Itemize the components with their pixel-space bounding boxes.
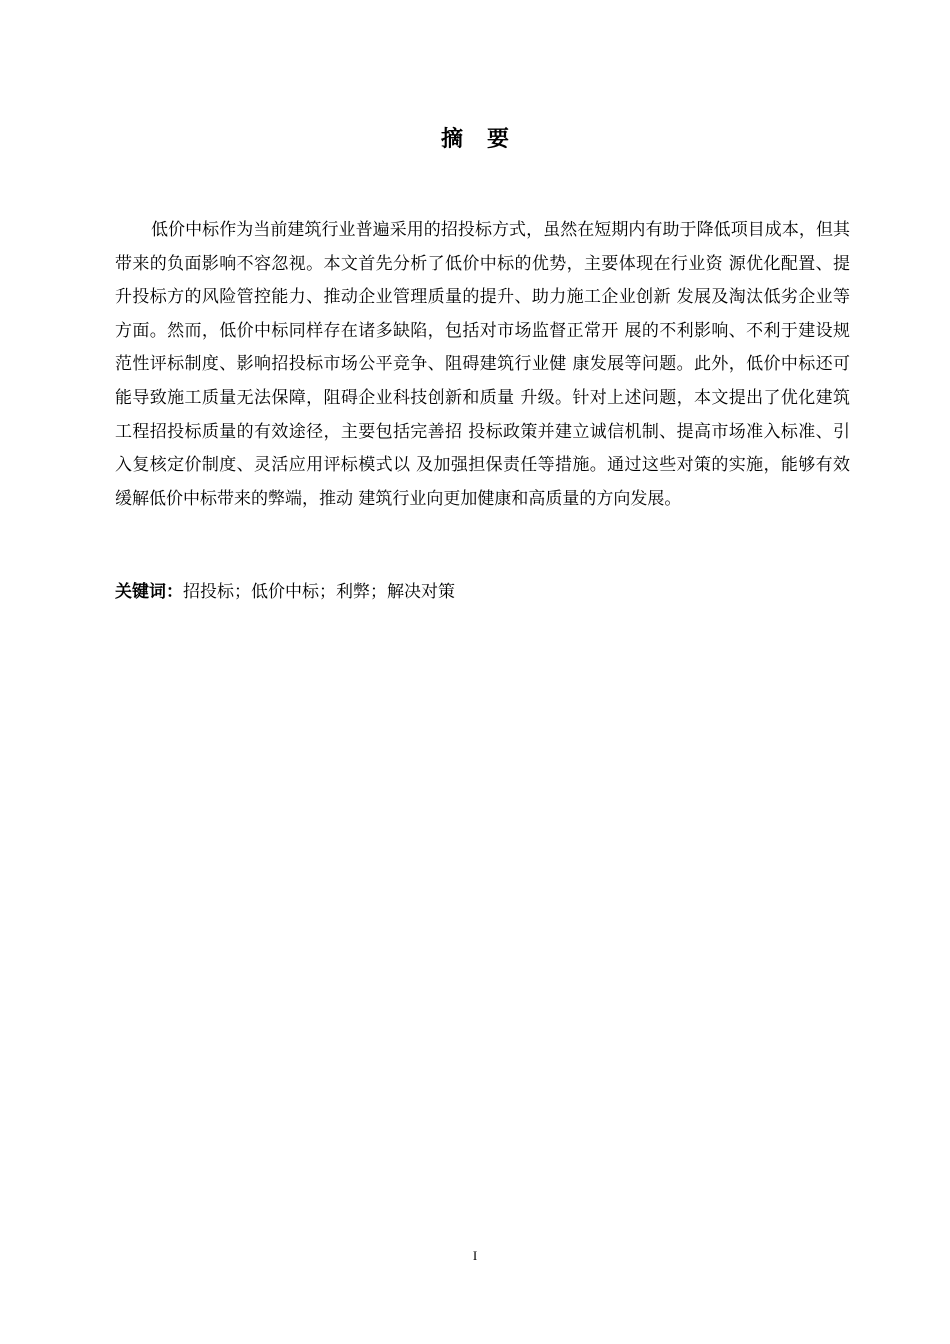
keywords-label: 关键词： — [115, 582, 183, 602]
keywords-text: 招投标；低价中标；利弊；解决对策 — [183, 582, 455, 602]
keywords-line — [115, 577, 850, 607]
abstract-paragraph: 低价中标作为当前建筑行业普遍采用的招投标方式，虽然在短期内有助于降低项目成本，但其带来的负面影响不容忽视。本文首先分析了低价中标的优势，主要体现在行业资 源优化配置、提升投标方的风险管控能力、推动企业管理质量的提升、助力施工企业创新 发展及淘汰低劣企业等方面。然而，低价中标同样存在诸多缺陷，包括对市场监督正常开 展的不利影响、不利于建设规范性评标制度、影响招投标市场公平竞争、阻碍建筑行业健 康发展等问题。此外，低价中标还可能导致施工质量无法保障，阻碍企业科技创新和质量 升级。针对上述问题，本文提出了优化建筑工程招投标质量的有效途径，主要包括完善招 投标政策并建立诚信机制、提高市场准入标准、引入复核定价制度、灵活应用评标模式以 及加强担保责任等措施。通过这些对策的实施，能够有效缓解低价中标带来的弊端，推动 建筑行业向更加健康和高质量的方向发展。 — [115, 220, 850, 509]
page-number: I — [472, 1248, 478, 1263]
page-title: 摘要 — [440, 127, 533, 152]
